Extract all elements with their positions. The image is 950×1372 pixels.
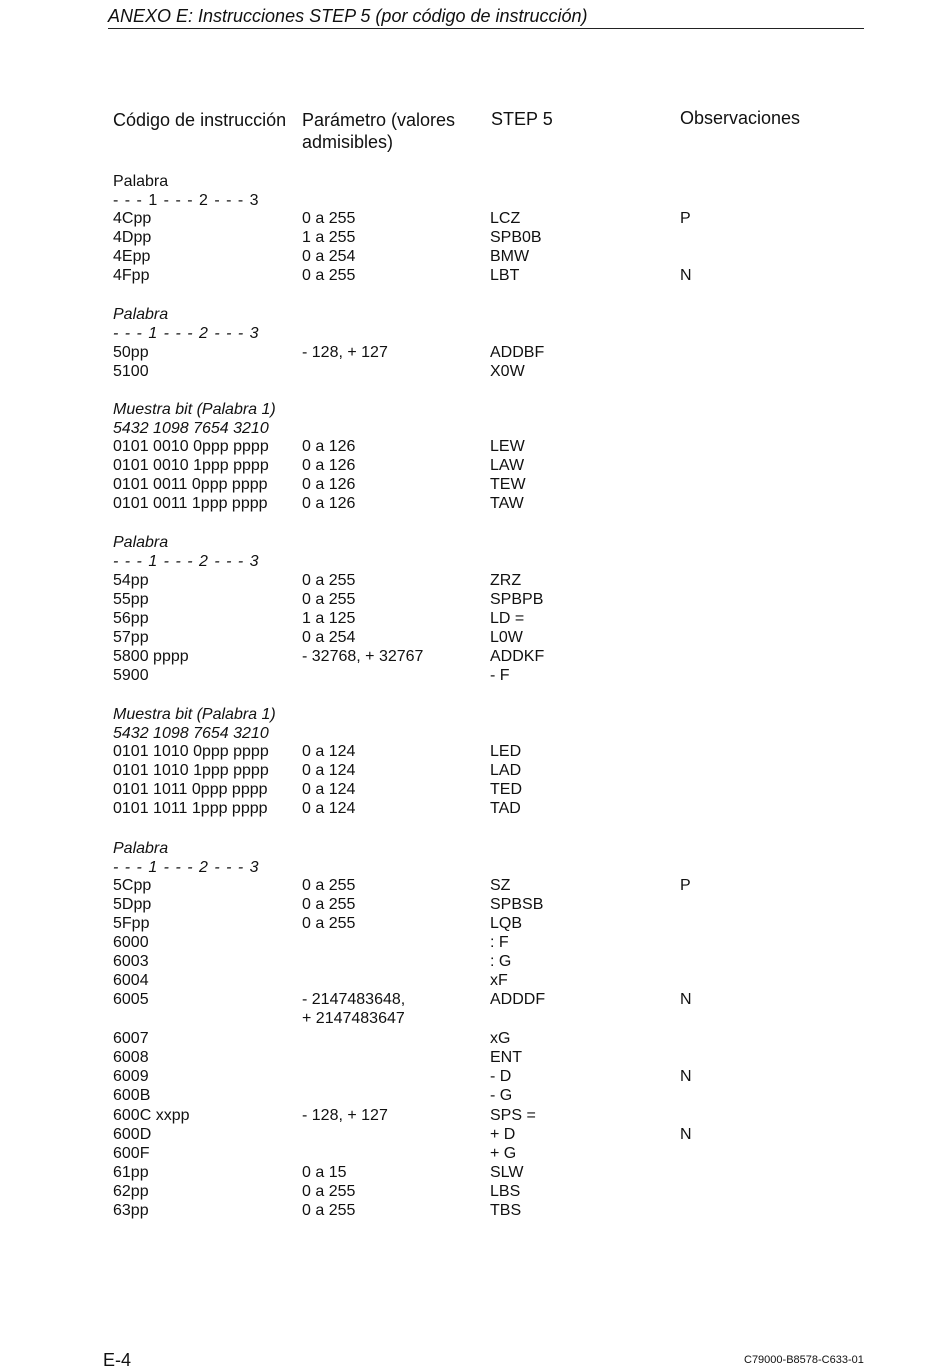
step5-mnemonic: - G xyxy=(490,1087,513,1104)
step5-mnemonic: LD = xyxy=(490,610,525,627)
step5-mnemonic: xG xyxy=(490,1030,511,1047)
parameter-value: 0 a 124 xyxy=(302,743,356,760)
table-row xyxy=(0,343,950,362)
instruction-code: 54pp xyxy=(113,572,149,589)
parameter-value: + 2147483647 xyxy=(302,1010,405,1027)
table-row xyxy=(0,305,950,324)
instruction-code: 600B xyxy=(113,1087,151,1104)
table-row xyxy=(0,456,950,475)
step5-mnemonic: SZ xyxy=(490,877,511,894)
instruction-code: 5Dpp xyxy=(113,896,152,913)
instruction-code: 55pp xyxy=(113,591,149,608)
instruction-code: 5432 1098 7654 3210 xyxy=(113,725,269,742)
table-row xyxy=(0,666,950,685)
table-row xyxy=(0,742,950,761)
table-row xyxy=(0,876,950,895)
step5-mnemonic: TED xyxy=(490,781,522,798)
instruction-code: 4Fpp xyxy=(113,267,150,284)
step5-mnemonic: - D xyxy=(490,1068,512,1085)
observation: N xyxy=(680,991,692,1008)
table-row xyxy=(0,191,950,210)
instruction-code: 0101 0010 1ppp pppp xyxy=(113,457,269,474)
step5-mnemonic: LBT xyxy=(490,267,520,284)
step5-mnemonic: LEW xyxy=(490,438,525,455)
instruction-code: 5Cpp xyxy=(113,877,152,894)
instruction-code: Palabra xyxy=(113,173,169,190)
instruction-code: 0101 0010 0ppp pppp xyxy=(113,438,269,455)
parameter-value: 0 a 255 xyxy=(302,915,356,932)
parameter-value: 0 a 255 xyxy=(302,877,356,894)
table-row xyxy=(0,437,950,456)
step5-mnemonic: : F xyxy=(490,934,509,951)
table-row xyxy=(0,971,950,990)
parameter-value: 0 a 15 xyxy=(302,1164,347,1181)
table-row xyxy=(0,266,950,285)
instruction-code: 6007 xyxy=(113,1030,149,1047)
step5-mnemonic: LBS xyxy=(490,1183,521,1200)
instruction-code: Palabra xyxy=(113,306,169,323)
table-row xyxy=(0,494,950,513)
table-row xyxy=(0,705,950,724)
instruction-code: 600C xxpp xyxy=(113,1107,190,1124)
instruction-code: - - - 1 - - - 2 - - - 3 xyxy=(113,325,260,342)
observation: N xyxy=(680,267,692,284)
instruction-code: 0101 0011 0ppp pppp xyxy=(113,476,268,493)
parameter-value: 0 a 255 xyxy=(302,591,356,608)
step5-mnemonic: LAW xyxy=(490,457,525,474)
table-row xyxy=(0,247,950,266)
parameter-value: 1 a 255 xyxy=(302,229,356,246)
table-row xyxy=(0,1201,950,1220)
table-row xyxy=(0,628,950,647)
parameter-value: 0 a 254 xyxy=(302,629,356,646)
instruction-code: Palabra xyxy=(113,534,169,551)
instruction-code: 4Cpp xyxy=(113,210,152,227)
table-row xyxy=(0,990,950,1009)
instruction-code: 6008 xyxy=(113,1049,149,1066)
step5-mnemonic: ADDBF xyxy=(490,344,545,361)
document-number: C79000-B8578-C633-01 xyxy=(744,1354,864,1366)
table-row xyxy=(0,1086,950,1105)
observation: N xyxy=(680,1126,692,1143)
column-header-code: Código de instrucción xyxy=(113,110,287,130)
instruction-code: 50pp xyxy=(113,344,149,361)
column-header-step5: STEP 5 xyxy=(491,109,553,129)
observation: P xyxy=(680,877,691,894)
table-row xyxy=(0,590,950,609)
table-row xyxy=(0,1163,950,1182)
table-row xyxy=(0,228,950,247)
instruction-code: Muestra bit (Palabra 1) xyxy=(113,401,276,418)
table-row xyxy=(0,724,950,743)
instruction-code: - - - 1 - - - 2 - - - 3 xyxy=(113,859,260,876)
instruction-code: 6000 xyxy=(113,934,149,951)
instruction-code: 5900 xyxy=(113,667,149,684)
table-row xyxy=(0,1067,950,1086)
step5-mnemonic: + D xyxy=(490,1126,516,1143)
step5-mnemonic: LAD xyxy=(490,762,522,779)
column-header-observations: Observaciones xyxy=(680,108,801,128)
step5-mnemonic: ADDDF xyxy=(490,991,546,1008)
step5-mnemonic: ZRZ xyxy=(490,572,522,589)
parameter-value: 0 a 124 xyxy=(302,800,356,817)
instruction-code: 63pp xyxy=(113,1202,149,1219)
step5-mnemonic: TAD xyxy=(490,800,521,817)
table-row xyxy=(0,1182,950,1201)
table-row xyxy=(0,914,950,933)
step5-mnemonic: LED xyxy=(490,743,522,760)
step5-mnemonic: TAW xyxy=(490,495,524,512)
table-row xyxy=(0,858,950,877)
instruction-code: - - - 1 - - - 2 - - - 3 xyxy=(113,553,260,570)
table-row xyxy=(0,1029,950,1048)
instruction-code: 0101 0011 1ppp pppp xyxy=(113,495,268,512)
parameter-value: - 32768, + 32767 xyxy=(302,648,424,665)
instruction-code: 0101 1011 0ppp pppp xyxy=(113,781,268,798)
instruction-code: 6004 xyxy=(113,972,149,989)
parameter-value: 0 a 255 xyxy=(302,267,356,284)
parameter-value: 0 a 255 xyxy=(302,572,356,589)
instruction-code: 600D xyxy=(113,1126,152,1143)
instruction-code: 5432 1098 7654 3210 xyxy=(113,420,269,437)
instruction-code: 6009 xyxy=(113,1068,149,1085)
table-row xyxy=(0,895,950,914)
table-row xyxy=(0,1144,950,1163)
instruction-code: Palabra xyxy=(113,840,169,857)
table-row xyxy=(0,1009,950,1028)
step5-mnemonic: X0W xyxy=(490,363,525,380)
page-number: E-4 xyxy=(103,1350,132,1370)
parameter-value: 1 a 125 xyxy=(302,610,356,627)
step5-mnemonic: SPS = xyxy=(490,1107,536,1124)
table-row xyxy=(0,780,950,799)
step5-mnemonic: L0W xyxy=(490,629,523,646)
parameter-value: 0 a 255 xyxy=(302,896,356,913)
table-row xyxy=(0,647,950,666)
table-row xyxy=(0,571,950,590)
table-row xyxy=(0,475,950,494)
observation: P xyxy=(680,210,691,227)
instruction-code: Muestra bit (Palabra 1) xyxy=(113,706,276,723)
instruction-code: 62pp xyxy=(113,1183,149,1200)
table-row xyxy=(0,419,950,438)
step5-mnemonic: TBS xyxy=(490,1202,522,1219)
observation: N xyxy=(680,1068,692,1085)
step5-mnemonic: ADDKF xyxy=(490,648,545,665)
instruction-code: 4Epp xyxy=(113,248,151,265)
instruction-code: 6005 xyxy=(113,991,149,1008)
instruction-code: 5100 xyxy=(113,363,149,380)
step5-mnemonic: - F xyxy=(490,667,510,684)
instruction-code: 600F xyxy=(113,1145,150,1162)
step5-mnemonic: LQB xyxy=(490,915,523,932)
table-row xyxy=(0,1125,950,1144)
instruction-code: 0101 1010 0ppp pppp xyxy=(113,743,269,760)
table-row xyxy=(0,799,950,818)
table-row xyxy=(0,324,950,343)
instruction-code: 6003 xyxy=(113,953,149,970)
table-row xyxy=(0,952,950,971)
table-row xyxy=(0,1106,950,1125)
parameter-value: 0 a 255 xyxy=(302,1202,356,1219)
step5-mnemonic: SPBPB xyxy=(490,591,544,608)
instruction-code: 57pp xyxy=(113,629,149,646)
table-row xyxy=(0,172,950,191)
parameter-value: - 2147483648, xyxy=(302,991,406,1008)
parameter-value: 0 a 126 xyxy=(302,476,356,493)
step5-mnemonic: + G xyxy=(490,1145,517,1162)
parameter-value: - 128, + 127 xyxy=(302,344,388,361)
parameter-value: 0 a 126 xyxy=(302,495,356,512)
parameter-value: 0 a 126 xyxy=(302,457,356,474)
instruction-code: 5Fpp xyxy=(113,915,150,932)
table-row xyxy=(0,1048,950,1067)
table-row xyxy=(0,609,950,628)
table-row xyxy=(0,839,950,858)
table-row xyxy=(0,933,950,952)
instruction-code: 0101 1010 1ppp pppp xyxy=(113,762,269,779)
page-header: ANEXO E: Instrucciones STEP 5 (por código de instrucción) xyxy=(108,4,864,29)
instruction-code: 61pp xyxy=(113,1164,149,1181)
step5-mnemonic: SPB0B xyxy=(490,229,542,246)
table-row xyxy=(0,533,950,552)
parameter-value: - 128, + 127 xyxy=(302,1107,388,1124)
parameter-value: 0 a 255 xyxy=(302,1183,356,1200)
instruction-code: 0101 1011 1ppp pppp xyxy=(113,800,268,817)
parameter-value: 0 a 255 xyxy=(302,210,356,227)
instruction-code: 56pp xyxy=(113,610,149,627)
column-header-parameter: Parámetro (valores admisibles) xyxy=(302,110,456,152)
parameter-value: 0 a 124 xyxy=(302,781,356,798)
step5-mnemonic: SLW xyxy=(490,1164,524,1181)
step5-mnemonic: TEW xyxy=(490,476,526,493)
step5-mnemonic: : G xyxy=(490,953,512,970)
table-row xyxy=(0,400,950,419)
table-row xyxy=(0,552,950,571)
step5-mnemonic: ENT xyxy=(490,1049,522,1066)
instruction-code: 4Dpp xyxy=(113,229,152,246)
step5-mnemonic: BMW xyxy=(490,248,530,265)
table-row xyxy=(0,209,950,228)
parameter-value: 0 a 254 xyxy=(302,248,356,265)
step5-mnemonic: SPBSB xyxy=(490,896,544,913)
parameter-value: 0 a 126 xyxy=(302,438,356,455)
parameter-value: 0 a 124 xyxy=(302,762,356,779)
step5-mnemonic: LCZ xyxy=(490,210,521,227)
instruction-code: 5800 pppp xyxy=(113,648,189,665)
step5-mnemonic: xF xyxy=(490,972,508,989)
table-row xyxy=(0,761,950,780)
instruction-code: - - - 1 - - - 2 - - - 3 xyxy=(113,192,260,209)
table-row xyxy=(0,362,950,381)
